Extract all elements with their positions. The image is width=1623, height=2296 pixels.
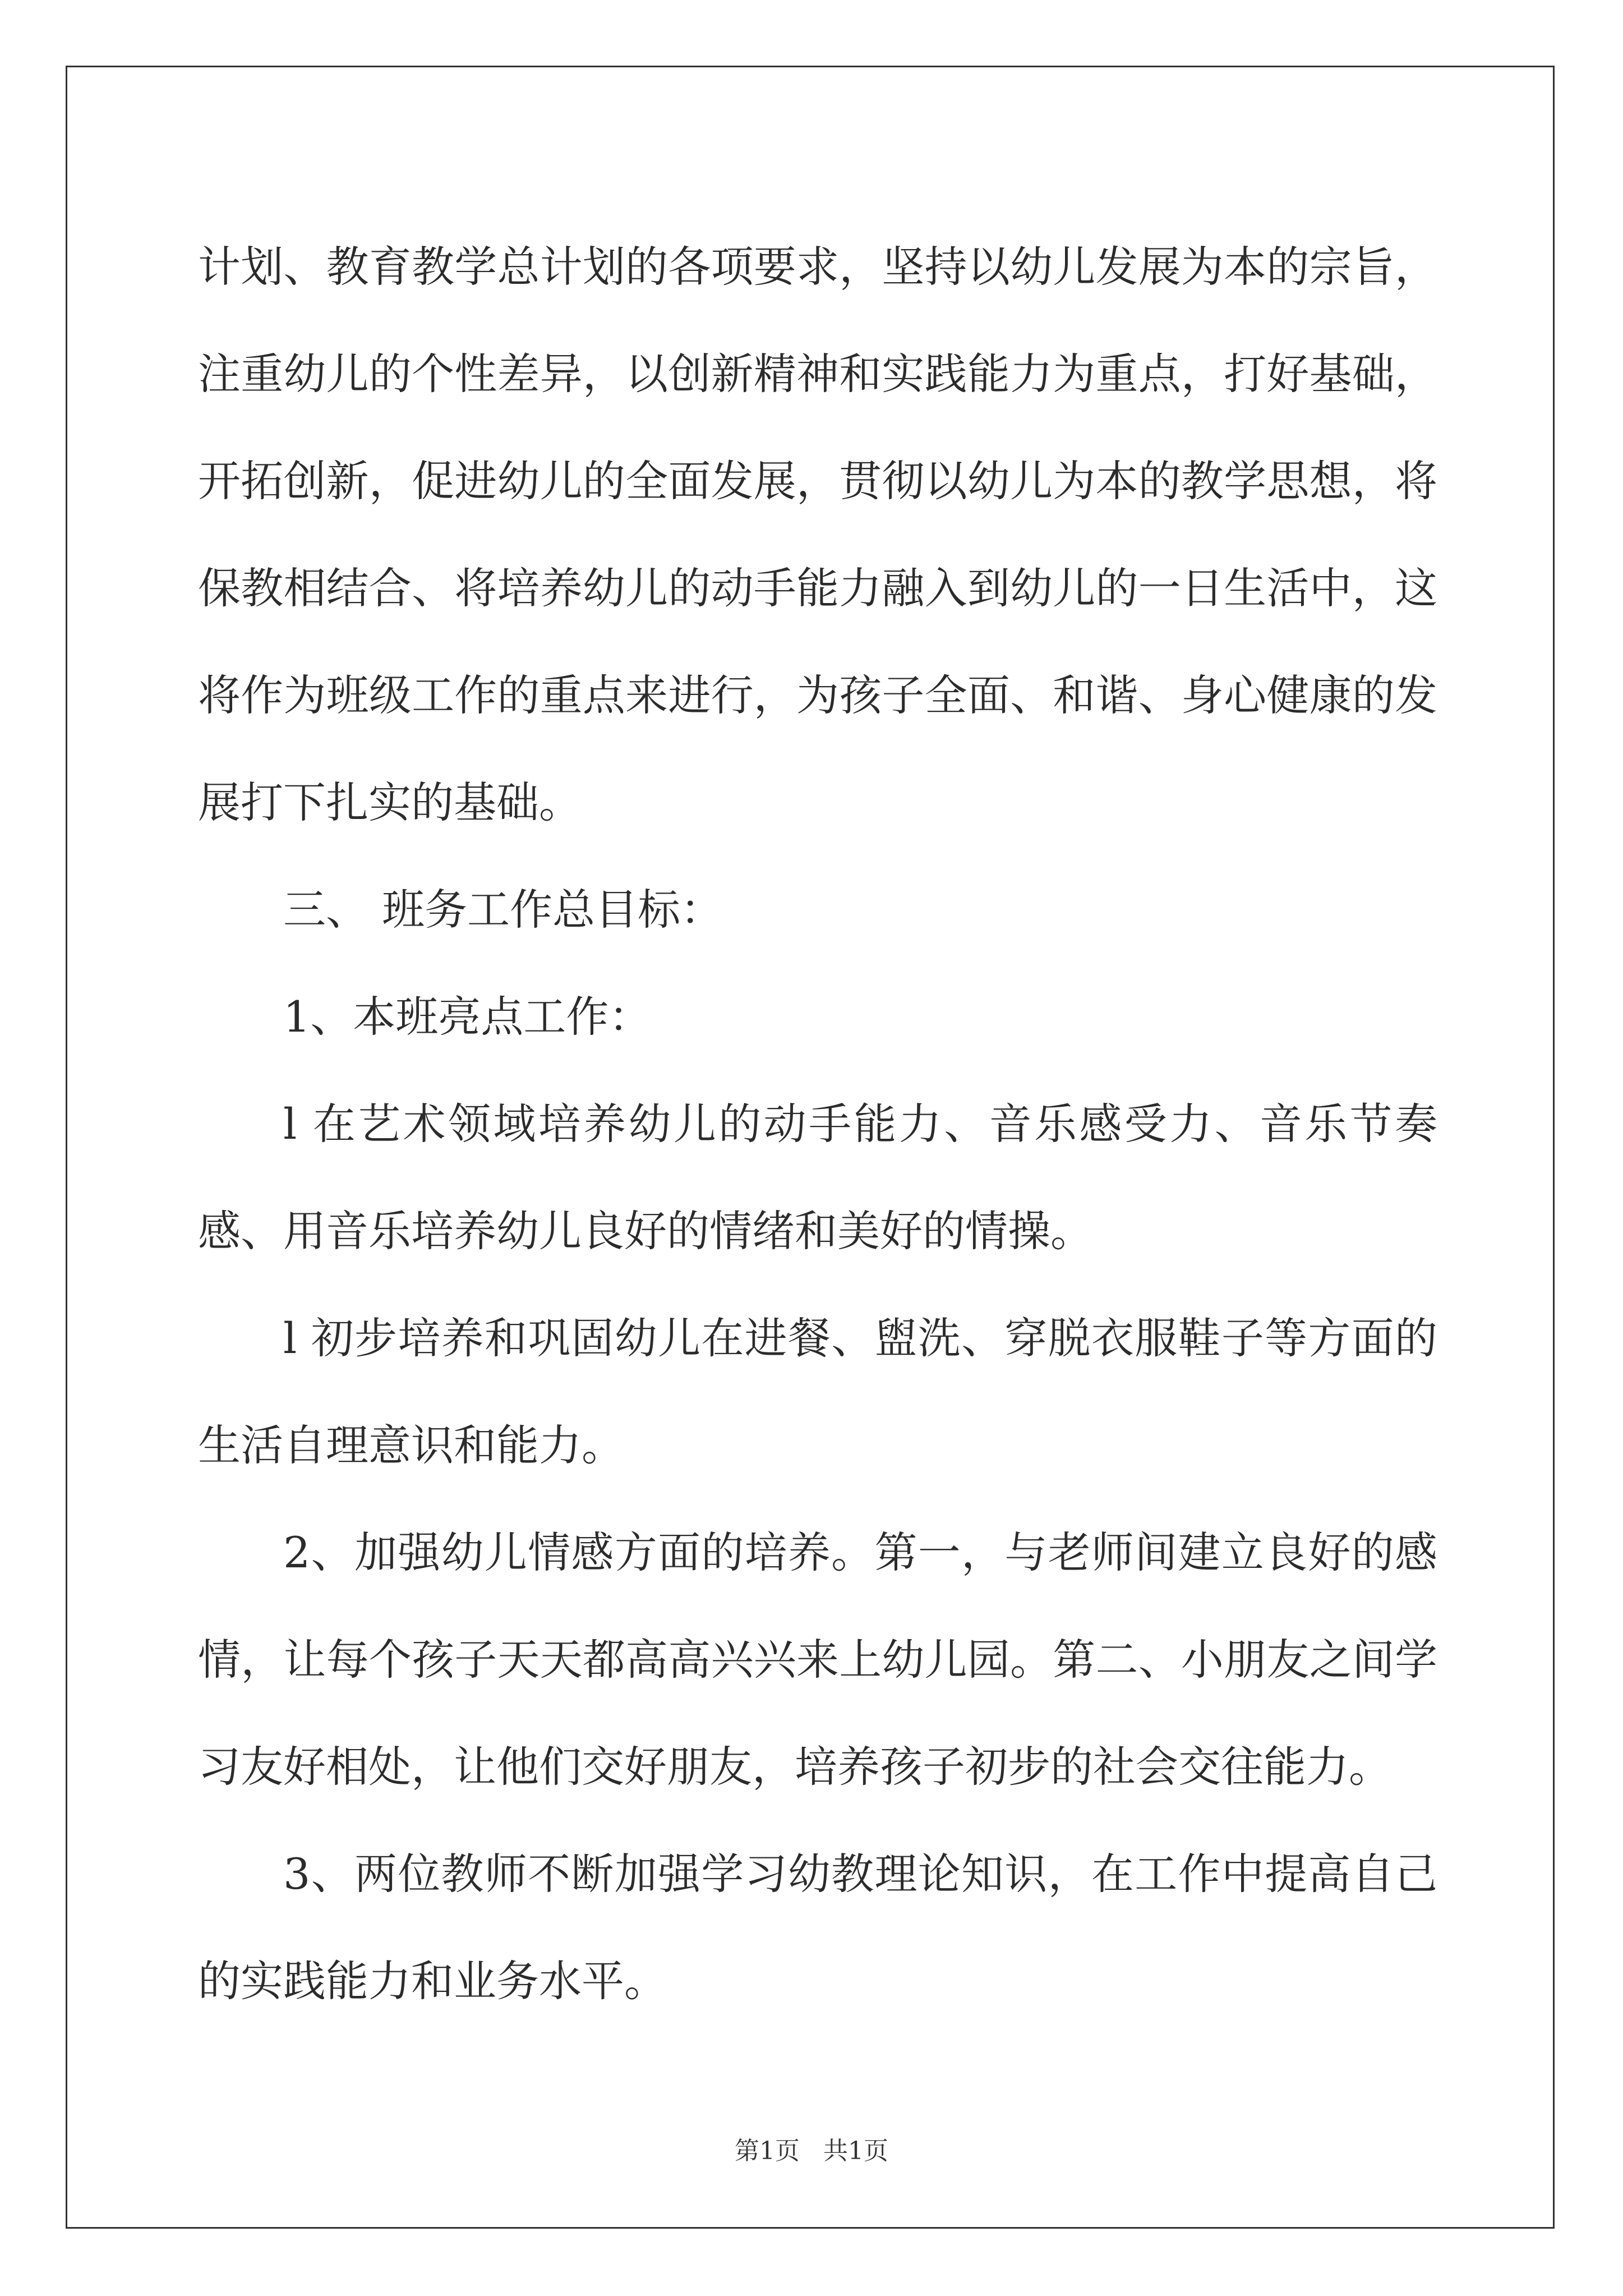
paragraph-teacher-learning: 3、两位教师不断加强学习幼教理论知识，在工作中提高自己的实践能力和业务水平。 — [198, 1849, 1437, 2006]
document-body — [198, 213, 1437, 2035]
paragraph-plan-continuation: 计划、教育教学总计划的各项要求，坚持以幼儿发展为本的宗旨，注重幼儿的个性差异，以创新精神和实践能力为重点，打好基础，开拓创新，促进幼儿的全面发展，贯彻以幼儿为本的教学思想，将保教相结合、将培养幼儿的动手能力融入到幼儿的一日生活中，这将作为班级工作的重点来进行，为孩子全面、和谐、身心健康的发展打下扎实的基础。 — [198, 242, 1437, 827]
paragraph-art-domain: l 在艺术领域培养幼儿的动手能力、音乐感受力、音乐节奏感、用音乐培养幼儿良好的情绪和美好的情操。 — [198, 1099, 1437, 1256]
paragraph-self-care: l 初步培养和巩固幼儿在进餐、盥洗、穿脱衣服鞋子等方面的生活自理意识和能力。 — [198, 1313, 1437, 1470]
section-heading-class-goals: 三、 班务工作总目标： — [283, 885, 723, 935]
paragraph-emotional-development: 2、加强幼儿情感方面的培养。第一，与老师间建立良好的感情，让每个孩子天天都高高兴兴来上幼儿园。第二、小朋友之间学习友好相处，让他们交好朋友，培养孩子初步的社会交往能力。 — [198, 1527, 1437, 1792]
page-number-footer: 第1页 共1页 — [735, 2137, 888, 2165]
subheading-highlight-work: 1、本班亮点工作： — [283, 992, 652, 1042]
